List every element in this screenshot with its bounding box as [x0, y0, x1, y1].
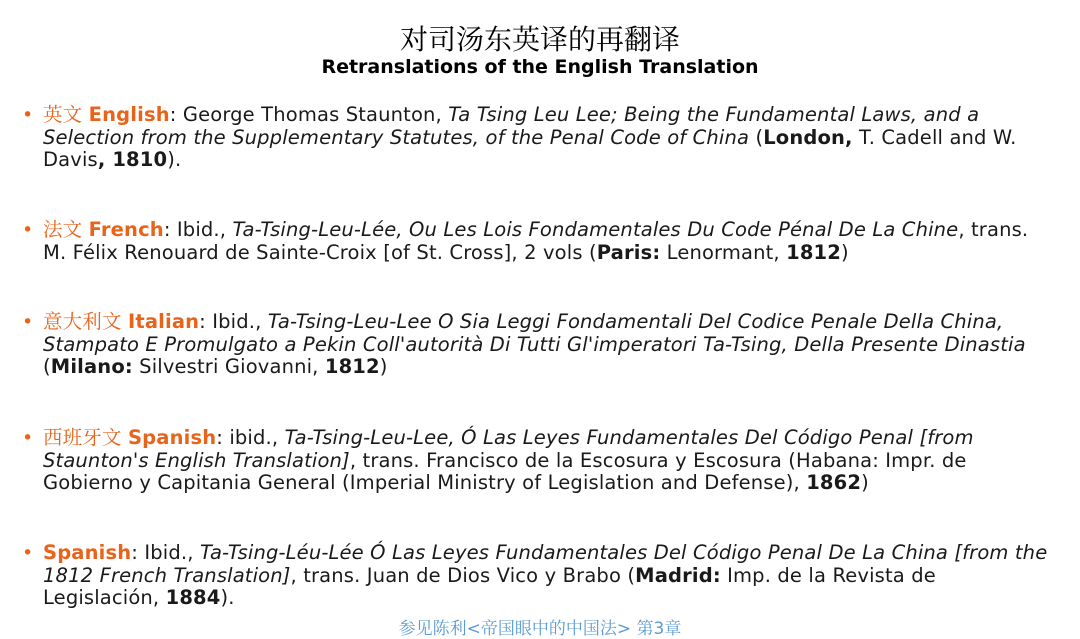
work-title: Ta Tsing Leu Lee; Being the Fundamental Laws, and a Selection from the Supplementary Statutes, of the Penal Code of China — [43, 103, 980, 149]
colon: : — [199, 310, 206, 333]
language-label-chinese: 西班牙文 — [43, 426, 122, 449]
list-item-french — [22, 219, 1052, 264]
language-label-chinese: 法文 — [43, 218, 83, 241]
publisher: Imp. de la Revista de Legislación, — [43, 563, 936, 609]
work-title: Ta-Tsing-Leu-Lée, Ou Les Lois Fondamentales Du Code Pénal De La Chine — [232, 218, 959, 241]
colon: : — [131, 541, 139, 564]
publisher: Silvestri Giovanni, — [132, 355, 325, 378]
citation-prefix: Ibid., — [205, 310, 268, 333]
publication-year: 1812 — [324, 355, 380, 378]
publication-city: Paris: — [596, 240, 661, 264]
bullet-icon: • — [22, 219, 34, 241]
publication-year: 1862 — [806, 471, 862, 494]
publication-year: 1810 — [112, 148, 168, 171]
list-item-english — [22, 104, 1052, 172]
list-item-italian — [22, 311, 1052, 379]
publication-city: Milano: — [50, 355, 133, 378]
bullet-icon: • — [22, 427, 34, 449]
citation-prefix: George Thomas Staunton, — [176, 103, 449, 126]
comma: , — [97, 148, 113, 171]
bullet-icon: • — [22, 311, 34, 333]
work-title: Ta-Tsing-Léu-Lée Ó Las Leyes Fundamentales Del Código Penal De La China [from the 1812 French Translation] — [43, 541, 1048, 587]
colon: : — [216, 426, 223, 449]
citation-details: , trans. Francisco de la Escosura y Escosura (Habana: Impr. de Gobierno y Capitania General (Imperial Ministry of Legislation and Defense), — [43, 448, 967, 494]
publisher: Lenormant, — [660, 240, 787, 264]
colon: : — [169, 103, 177, 126]
work-title: Ta-Tsing-Leu-Lee O Sia Leggi Fondamentali Del Codice Penale Della China, Stampato E Promulgato a Pekin Coll'autorità Di Tutti Gl'imperatori Ta-Tsing, Della Presente Dinastia — [43, 310, 1026, 356]
paren-open: ( — [43, 355, 51, 378]
language-label-chinese: 意大利文 — [43, 310, 122, 333]
language-label-chinese: 英文 — [43, 103, 83, 126]
colon: : — [163, 218, 171, 241]
footer-reference: 参见陈利<帝国眼中的中国法> 第3章 — [398, 619, 682, 639]
publication-year: 1884 — [165, 586, 221, 609]
citation-prefix: ibid., — [222, 426, 285, 449]
paren-open: ( — [749, 125, 764, 149]
language-label-english: English — [88, 103, 170, 126]
publication-city: Madrid: — [635, 563, 721, 587]
language-label-english: Italian — [127, 310, 200, 333]
paren-close: ). — [167, 148, 182, 171]
list-item-spanish-1884 — [22, 542, 1052, 610]
page-title-chinese: 对司汤东英译的再翻译 — [399, 23, 680, 56]
language-label-english: Spanish — [43, 541, 132, 564]
bullet-icon: • — [22, 542, 34, 564]
language-label-english: French — [88, 218, 164, 241]
list-item-spanish-1862 — [22, 427, 1052, 495]
language-label-english: Spanish — [127, 426, 217, 449]
bullet-icon: • — [22, 104, 34, 126]
publication-city: London, — [763, 125, 853, 149]
paren-close: ). — [220, 586, 235, 609]
citation-prefix: Ibid., — [170, 218, 233, 241]
publisher: T. Cadell and W. Davis — [43, 125, 1017, 171]
work-title: Ta-Tsing-Leu-Lee, Ó Las Leyes Fundamentales Del Código Penal [from Staunton's English Translation] — [43, 426, 974, 472]
publication-year: 1812 — [786, 240, 841, 264]
paren-close: ) — [379, 355, 388, 378]
citation-details: , trans. M. Félix Renouard de Sainte-Croix [of St. Cross], 2 vols ( — [43, 218, 1029, 264]
citation-details: , trans. Juan de Dios Vico y Brabo ( — [290, 563, 636, 587]
citation-prefix: Ibid., — [138, 541, 200, 564]
paren-close: ) — [841, 240, 849, 264]
paren-close: ) — [861, 471, 869, 494]
page-title-english: Retranslations of the English Translation — [321, 56, 759, 78]
